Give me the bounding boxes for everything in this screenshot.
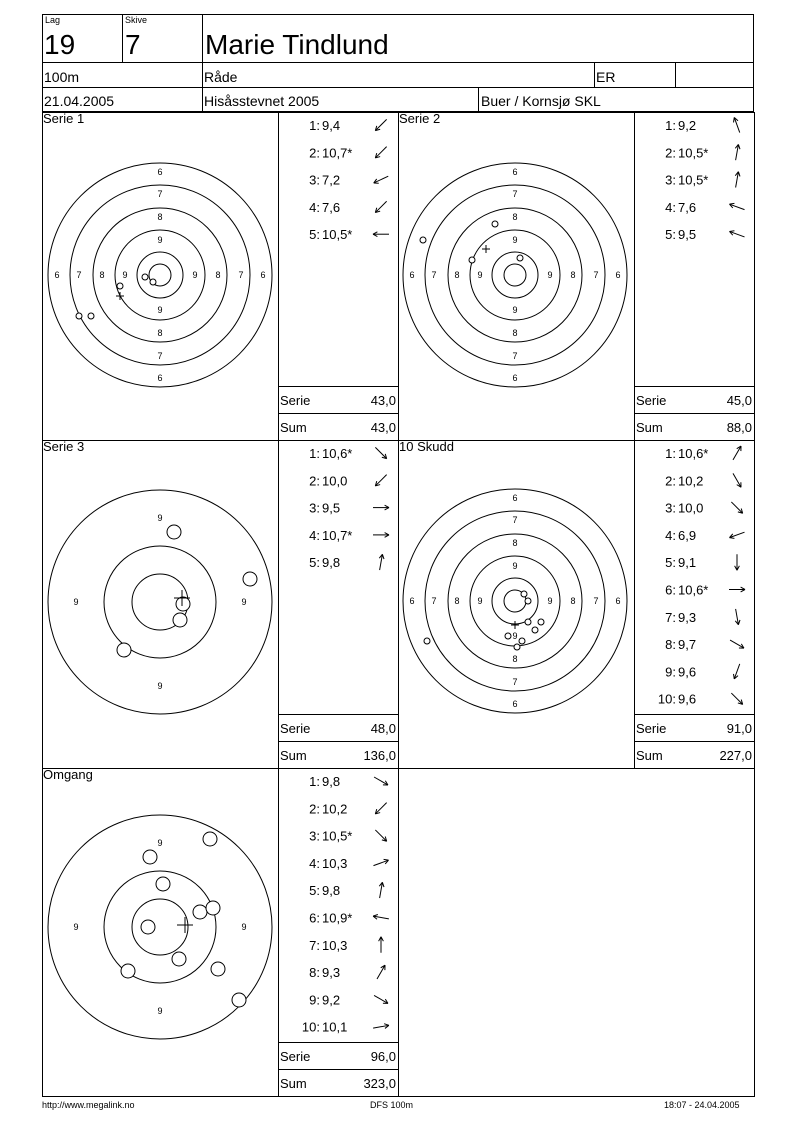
panel-3 — [43, 439, 399, 769]
ring-label: 9 — [512, 305, 518, 315]
shot-impact — [532, 627, 538, 633]
target — [48, 163, 272, 387]
ring-label: 8 — [512, 328, 518, 338]
shot-value: 7,2 — [322, 172, 341, 188]
panel-border — [43, 441, 399, 769]
direction-arrow-icon — [375, 119, 386, 130]
direction-arrow-icon — [373, 859, 388, 865]
target — [48, 815, 272, 1039]
footer-title: DFS 100m — [370, 1100, 414, 1110]
shot-number: 9: — [665, 664, 676, 680]
direction-arrow-icon — [374, 995, 388, 1003]
shot-impact — [517, 255, 523, 261]
ring-label: 9 — [73, 922, 79, 932]
shot-number: 5: — [665, 555, 676, 571]
ring-label: 9 — [157, 681, 163, 691]
ring-label: 6 — [512, 699, 518, 709]
shot-number: 1: — [309, 774, 320, 789]
direction-arrow-icon — [733, 446, 741, 460]
target-ring — [448, 208, 582, 342]
serie-label: Serie — [636, 721, 667, 736]
shot-number: 5: — [309, 227, 320, 243]
shot-number: 7: — [665, 609, 676, 625]
direction-arrow-icon — [377, 965, 385, 979]
direction-arrow-icon — [729, 532, 744, 538]
direction-arrow-icon — [373, 915, 389, 920]
ring-label: 7 — [593, 270, 599, 280]
shot-impact — [121, 964, 135, 978]
target-ring — [492, 252, 538, 298]
direction-arrow-icon — [735, 554, 740, 570]
panel-border — [399, 441, 755, 769]
ring-label: 9 — [241, 597, 247, 607]
shot-number: 5: — [665, 227, 676, 243]
panel-border — [43, 769, 399, 1097]
distance: 100m — [44, 69, 80, 85]
shot-impact — [176, 597, 190, 611]
direction-arrow-icon — [729, 587, 745, 592]
shot-value: 9,8 — [322, 883, 341, 899]
shooter-name: Marie Tindlund — [205, 29, 389, 60]
serie-value: 96,0 — [370, 1049, 396, 1064]
shot-value: 10,2 — [678, 473, 704, 489]
shot-value: 10,1 — [322, 1019, 348, 1035]
shot-value: 10,7* — [322, 145, 353, 161]
ring-label: 9 — [157, 1006, 163, 1016]
target-ring — [93, 208, 227, 342]
ring-label: 6 — [512, 167, 518, 177]
ring-label: 9 — [157, 513, 163, 523]
ring-label: 7 — [157, 189, 163, 199]
ring-label: 8 — [512, 538, 518, 548]
shot-value: 10,6* — [678, 446, 709, 461]
shot-impact — [424, 638, 430, 644]
shot-number: 7: — [309, 937, 320, 953]
direction-arrow-icon — [375, 475, 386, 486]
shot-number: 4: — [665, 199, 676, 215]
panel-1 — [43, 111, 399, 441]
ring-label: 9 — [547, 596, 553, 606]
sum-value: 43,0 — [370, 420, 396, 435]
ring-label: 6 — [512, 373, 518, 383]
lag-label: Lag — [45, 15, 61, 25]
ring-label: 8 — [512, 212, 518, 222]
ring-label: 9 — [512, 631, 518, 641]
sum-label: Sum — [280, 748, 307, 763]
shot-value: 9,6 — [678, 664, 697, 680]
ring-label: 7 — [512, 189, 518, 199]
event-name: Hisåsstevnet 2005 — [204, 93, 320, 109]
target — [48, 490, 272, 714]
shot-number: 4: — [309, 199, 320, 215]
shot-number: 3: — [665, 500, 676, 516]
ring-label: 7 — [76, 270, 82, 280]
date: 21.04.2005 — [44, 93, 115, 109]
shot-number: 1: — [665, 118, 676, 133]
direction-arrow-icon — [373, 533, 389, 538]
shot-impact — [167, 525, 181, 539]
ring-label: 7 — [157, 351, 163, 361]
shot-value: 9,1 — [678, 555, 697, 571]
serie-value: 45,0 — [726, 393, 752, 408]
shot-value: 10,2 — [322, 801, 348, 817]
ring-label: 8 — [512, 654, 518, 664]
shot-impact — [142, 274, 148, 280]
shot-impact — [525, 598, 531, 604]
shot-impact — [420, 237, 426, 243]
ring-label: 9 — [157, 235, 163, 245]
shot-number: 2: — [665, 145, 676, 161]
shot-impact — [173, 613, 187, 627]
empty-panel — [399, 769, 755, 1097]
shot-value: 9,2 — [322, 992, 341, 1008]
ring-label: 9 — [122, 270, 128, 280]
target-ring — [104, 546, 216, 658]
panel-4 — [399, 439, 755, 769]
direction-arrow-icon — [375, 201, 386, 212]
ring-label: 6 — [157, 373, 163, 383]
shot-impact — [143, 850, 157, 864]
shot-impact — [525, 619, 531, 625]
shot-impact — [514, 644, 520, 650]
panel-title: Serie 2 — [399, 111, 441, 126]
shot-impact — [521, 591, 527, 597]
shot-impact — [76, 313, 82, 319]
shot-impact — [156, 877, 170, 891]
shot-value: 9,7 — [678, 637, 697, 653]
shot-value: 9,5 — [678, 227, 697, 243]
direction-arrow-icon — [734, 117, 740, 132]
sum-value: 323,0 — [363, 1076, 396, 1091]
direction-arrow-icon — [735, 144, 740, 160]
ring-label: 8 — [570, 270, 576, 280]
shot-value: 10,0 — [678, 500, 704, 516]
shot-value: 9,6 — [678, 691, 697, 707]
ring-label: 8 — [570, 596, 576, 606]
ring-label: 6 — [260, 270, 266, 280]
ring-label: 6 — [157, 167, 163, 177]
direction-arrow-icon — [729, 203, 744, 209]
shot-value: 9,3 — [322, 965, 341, 981]
panel-5 — [43, 767, 399, 1097]
serie-label: Serie — [636, 393, 667, 408]
sum-label: Sum — [636, 748, 663, 763]
panel-title: Serie 1 — [43, 111, 85, 126]
ring-label: 8 — [99, 270, 105, 280]
shot-value: 10,9* — [322, 910, 353, 926]
sum-label: Sum — [280, 1076, 307, 1091]
ring-label: 9 — [477, 596, 483, 606]
ring-label: 7 — [431, 270, 437, 280]
shot-value: 10,5* — [322, 227, 353, 243]
shot-value: 10,5* — [322, 828, 353, 844]
footer-url[interactable]: http://www.megalink.no — [42, 1100, 135, 1110]
shot-impact — [469, 257, 475, 263]
shot-value: 9,2 — [678, 118, 697, 133]
club: Råde — [204, 69, 238, 85]
target-ring — [132, 899, 188, 955]
shot-number: 2: — [309, 145, 320, 161]
panel-title: Serie 3 — [43, 439, 85, 454]
shot-number: 3: — [309, 500, 320, 516]
direction-arrow-icon — [735, 609, 740, 625]
serie-label: Serie — [280, 393, 311, 408]
shot-value: 10,5* — [678, 172, 709, 188]
ring-label: 9 — [512, 235, 518, 245]
shot-value: 10,6* — [678, 582, 709, 598]
shot-impact — [88, 313, 94, 319]
ring-label: 9 — [157, 838, 163, 848]
ring-label: 7 — [512, 677, 518, 687]
panel-title: Omgang — [43, 767, 93, 782]
panel-title: 10 Skudd — [399, 439, 454, 454]
shot-impact — [150, 279, 156, 285]
shot-value: 9,8 — [322, 774, 341, 789]
ring-label: 9 — [73, 597, 79, 607]
direction-arrow-icon — [734, 664, 740, 679]
ring-label: 8 — [157, 212, 163, 222]
direction-arrow-icon — [374, 176, 389, 183]
shot-impact — [519, 638, 525, 644]
serie-label: Serie — [280, 721, 311, 736]
shot-number: 1: — [309, 446, 320, 461]
shot-value: 10,5* — [678, 145, 709, 161]
direction-arrow-icon — [733, 473, 741, 487]
ring-label: 8 — [454, 596, 460, 606]
shot-number: 10: — [301, 1019, 320, 1035]
ring-label: 9 — [512, 561, 518, 571]
class: ER — [596, 69, 616, 85]
shot-value: 9,8 — [322, 555, 341, 571]
shot-impact — [492, 221, 498, 227]
sum-value: 227,0 — [719, 748, 752, 763]
shot-number: 1: — [309, 118, 320, 133]
direction-arrow-icon — [375, 447, 386, 458]
direction-arrow-icon — [375, 830, 386, 841]
shot-value: 10,7* — [322, 527, 353, 543]
shot-impact — [538, 619, 544, 625]
ring-label: 8 — [157, 328, 163, 338]
shot-number: 6: — [309, 910, 320, 926]
direction-arrow-icon — [735, 172, 740, 188]
direction-arrow-icon — [374, 777, 388, 785]
shot-impact — [141, 920, 155, 934]
shot-impact — [232, 993, 246, 1007]
direction-arrow-icon — [731, 502, 742, 513]
direction-arrow-icon — [379, 937, 384, 953]
ring-label: 6 — [54, 270, 60, 280]
ring-label: 6 — [615, 596, 621, 606]
direction-arrow-icon — [731, 693, 742, 704]
shot-value: 9,4 — [322, 118, 341, 133]
ring-label: 7 — [238, 270, 244, 280]
ring-label: 9 — [241, 922, 247, 932]
shot-number: 4: — [665, 527, 676, 543]
shot-number: 3: — [309, 828, 320, 844]
shot-value: 7,6 — [678, 199, 697, 215]
ring-label: 7 — [593, 596, 599, 606]
shot-number: 2: — [309, 473, 320, 489]
organizer: Buer / Kornsjø SKL — [481, 93, 601, 109]
direction-arrow-icon — [373, 1024, 389, 1029]
shot-number: 4: — [309, 527, 320, 543]
ring-label: 9 — [157, 305, 163, 315]
ring-label: 8 — [215, 270, 221, 280]
serie-value: 91,0 — [726, 721, 752, 736]
shot-number: 8: — [665, 637, 676, 653]
shot-impact — [117, 283, 123, 289]
shot-number: 4: — [309, 855, 320, 871]
ring-label: 6 — [615, 270, 621, 280]
shot-value: 10,0 — [322, 473, 348, 489]
shot-value: 6,9 — [678, 527, 697, 543]
direction-arrow-icon — [730, 640, 744, 648]
shot-number: 3: — [665, 172, 676, 188]
shot-number: 2: — [665, 473, 676, 489]
shot-impact — [211, 962, 225, 976]
shot-number: 5: — [309, 883, 320, 899]
direction-arrow-icon — [379, 882, 384, 898]
sum-value: 136,0 — [363, 748, 396, 763]
shot-value: 7,6 — [322, 199, 341, 215]
ring-label: 7 — [512, 351, 518, 361]
shot-value: 10,6* — [322, 446, 353, 461]
shot-impact — [203, 832, 217, 846]
ring-label: 9 — [547, 270, 553, 280]
ring-label: 7 — [431, 596, 437, 606]
shot-number: 1: — [665, 446, 676, 461]
shot-impact — [193, 905, 207, 919]
ring-label: 6 — [512, 493, 518, 503]
serie-value: 43,0 — [370, 393, 396, 408]
shot-impact — [505, 633, 511, 639]
shot-number: 10: — [657, 691, 676, 707]
target — [403, 489, 627, 713]
direction-arrow-icon — [375, 803, 386, 814]
shot-value: 10,3 — [322, 937, 348, 953]
shot-number: 6: — [665, 582, 676, 598]
shot-impact — [117, 643, 131, 657]
shot-value: 9,5 — [322, 500, 341, 516]
sum-label: Sum — [280, 420, 307, 435]
skive-value: 7 — [125, 29, 141, 60]
shot-number: 5: — [309, 555, 320, 571]
shot-number: 8: — [309, 965, 320, 981]
shot-number: 2: — [309, 801, 320, 817]
shot-number: 3: — [309, 172, 320, 188]
footer-timestamp: 18:07 - 24.04.2005 — [664, 1100, 740, 1110]
direction-arrow-icon — [375, 147, 386, 158]
shot-number: 9: — [309, 992, 320, 1008]
lag-value: 19 — [44, 29, 76, 60]
target — [403, 163, 627, 387]
serie-label: Serie — [280, 1049, 311, 1064]
shot-impact — [172, 952, 186, 966]
target-ring — [504, 264, 526, 286]
direction-arrow-icon — [373, 232, 389, 237]
panel-2 — [399, 111, 755, 441]
skive-label: Skive — [125, 15, 148, 25]
panel-border — [399, 113, 755, 441]
ring-label: 6 — [409, 270, 415, 280]
direction-arrow-icon — [373, 505, 389, 510]
sum-value: 88,0 — [726, 420, 752, 435]
ring-label: 9 — [192, 270, 198, 280]
ring-label: 7 — [512, 515, 518, 525]
serie-value: 48,0 — [370, 721, 396, 736]
ring-label: 6 — [409, 596, 415, 606]
shot-value: 9,3 — [678, 609, 697, 625]
ring-label: 8 — [454, 270, 460, 280]
shot-impact — [206, 901, 220, 915]
shot-impact — [243, 572, 257, 586]
ring-label: 9 — [477, 270, 483, 280]
sum-label: Sum — [636, 420, 663, 435]
direction-arrow-icon — [379, 554, 384, 570]
direction-arrow-icon — [729, 231, 744, 237]
shot-value: 10,3 — [322, 855, 348, 871]
